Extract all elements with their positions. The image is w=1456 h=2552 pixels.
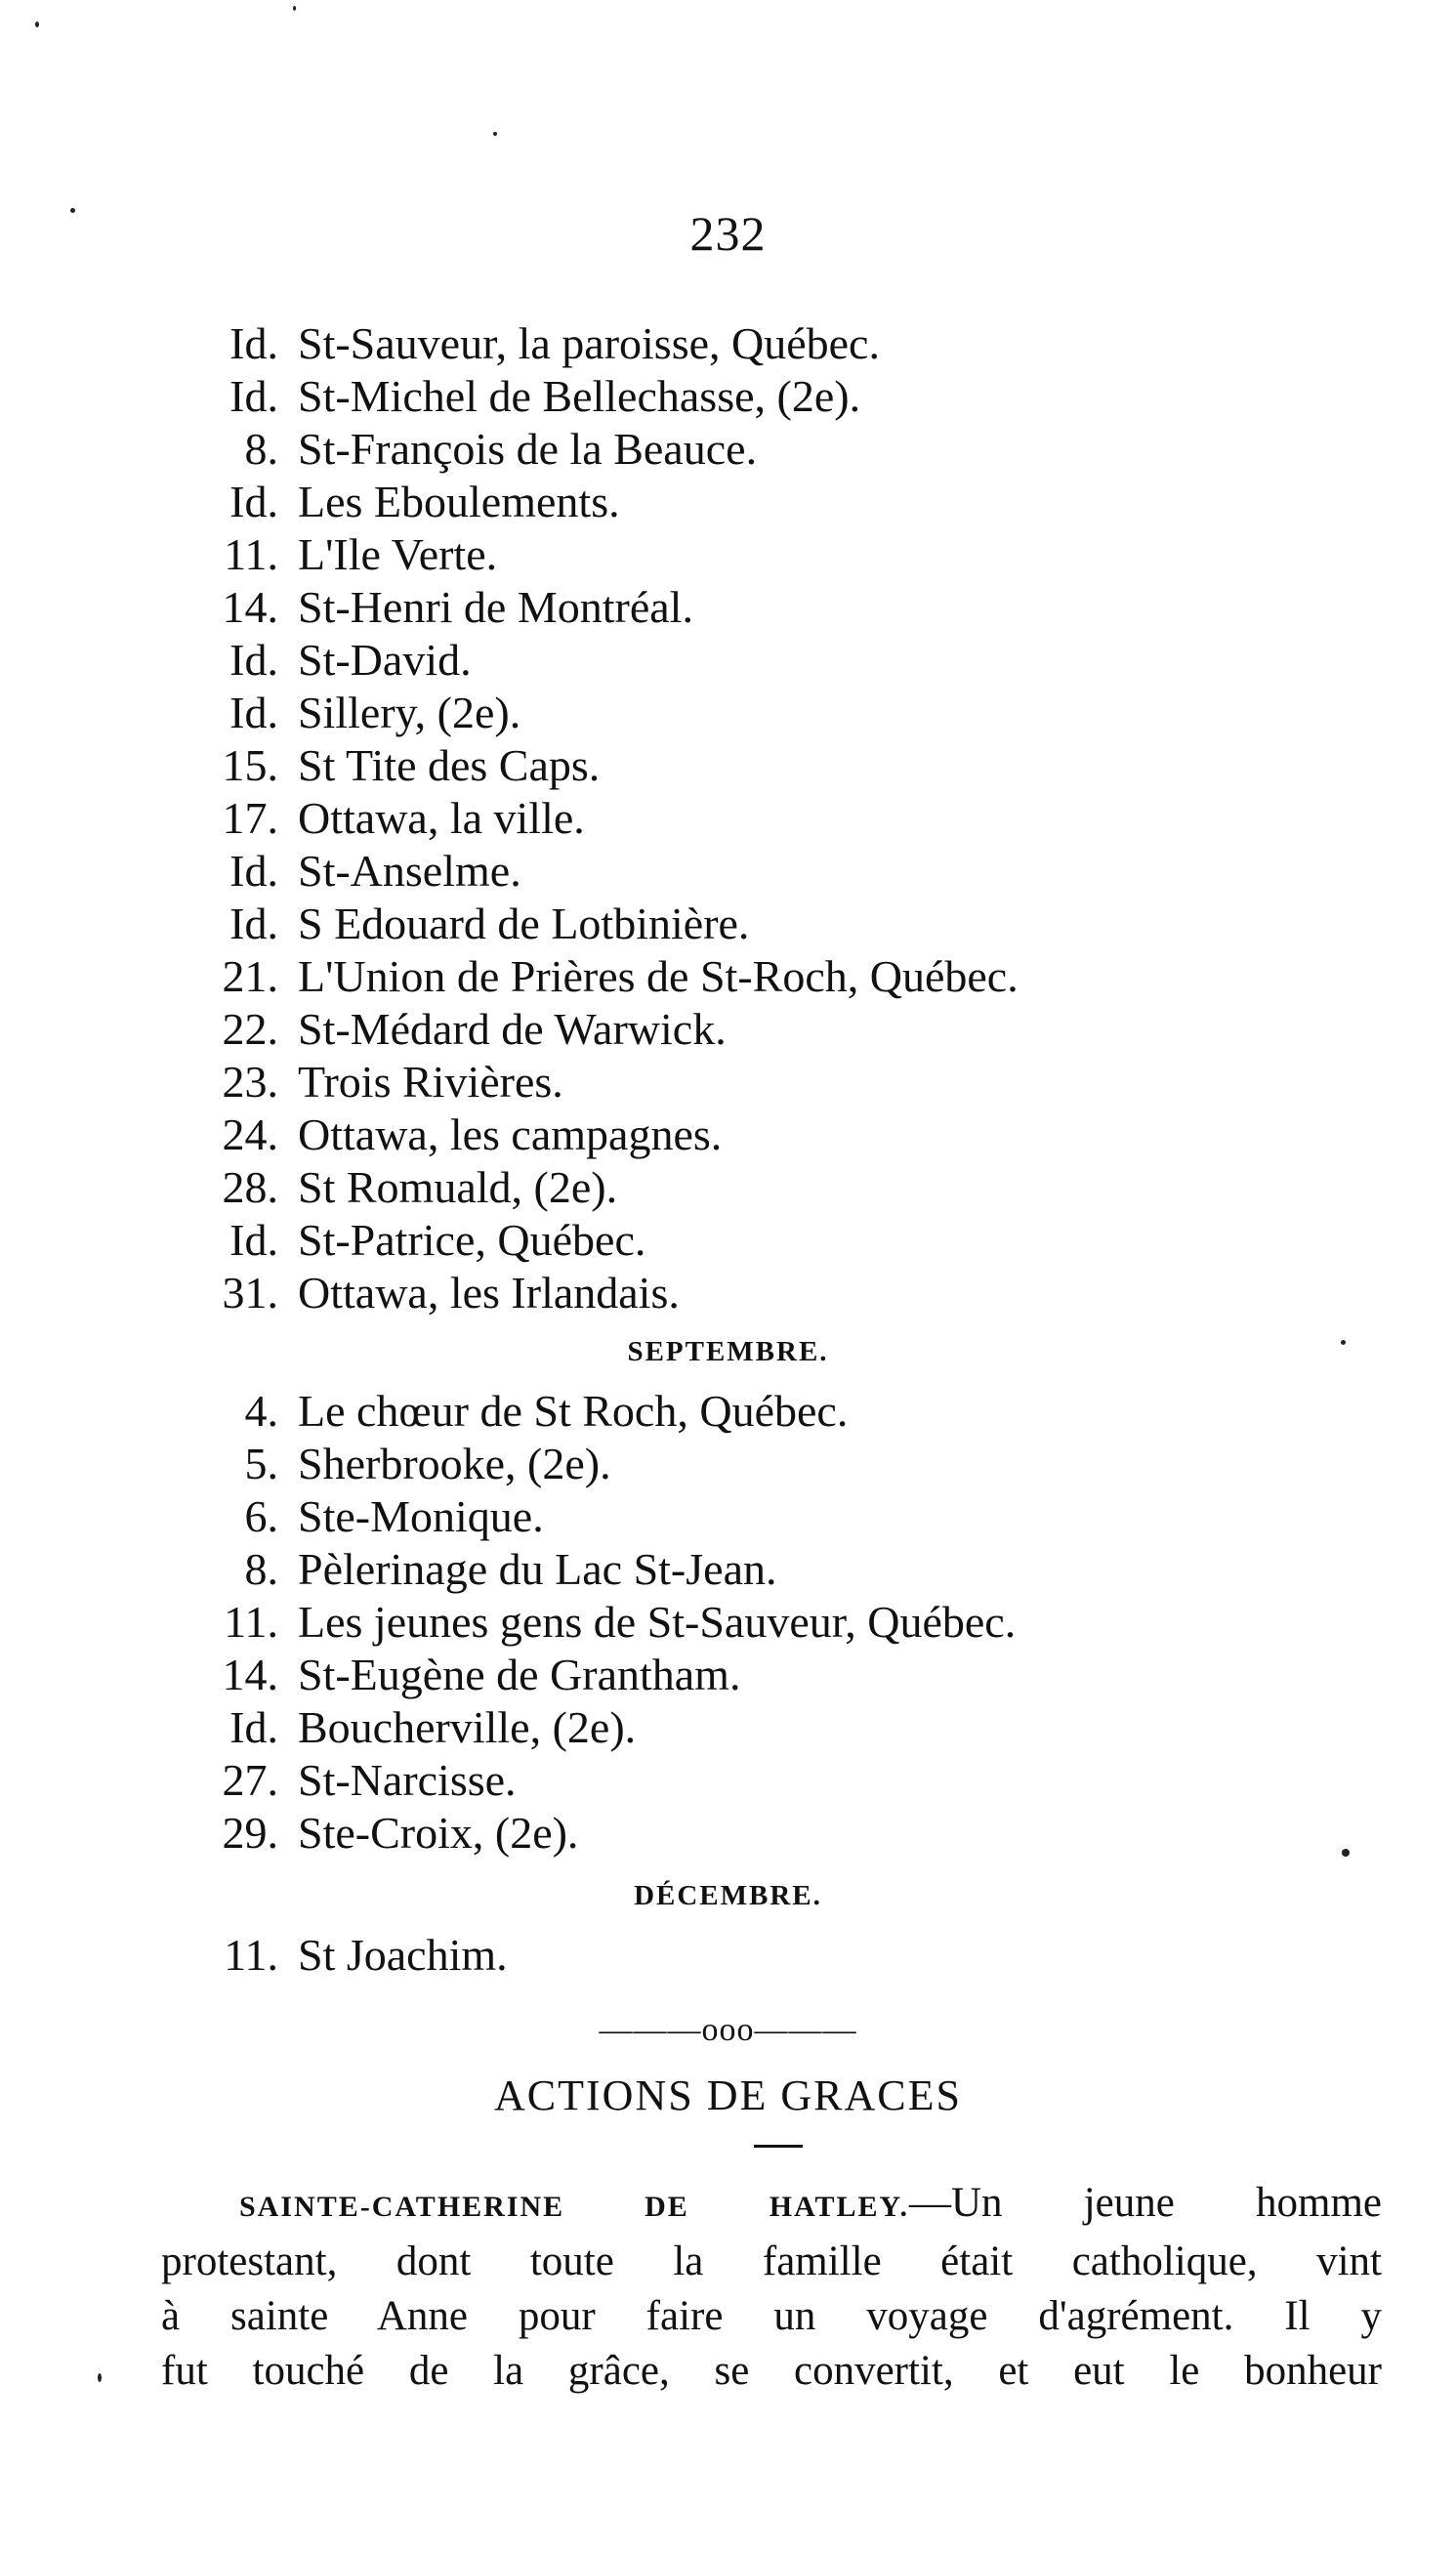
entry-text: St-Médard de Warwick. bbox=[298, 1004, 727, 1054]
paragraph-line: fut touché de la grâce, se convertit, et eut le bonheur bbox=[161, 2348, 1382, 2394]
entry-date: Id. bbox=[229, 371, 278, 421]
list-item bbox=[176, 1003, 1299, 1056]
entry-text: Ottawa, les Irlandais. bbox=[298, 1268, 680, 1318]
list-item bbox=[176, 317, 1299, 370]
list-item bbox=[176, 1267, 1299, 1319]
entry-text: Les Eboulements. bbox=[298, 477, 620, 526]
entry-date: 15. bbox=[222, 740, 278, 790]
scan-speck bbox=[1342, 1849, 1350, 1857]
body-paragraph bbox=[161, 2176, 1382, 2399]
entry-text: Ste-Croix, (2e). bbox=[298, 1808, 579, 1858]
scan-speck bbox=[35, 21, 39, 27]
title-rule bbox=[754, 2145, 803, 2148]
entry-date: 24. bbox=[222, 1109, 278, 1159]
entry-text: St-Sauveur, la paroisse, Québec. bbox=[298, 318, 880, 368]
scan-speck bbox=[293, 6, 296, 11]
entry-text: St Tite des Caps. bbox=[298, 740, 601, 790]
entry-date: 5. bbox=[244, 1439, 278, 1488]
entry-text: L'Union de Prières de St-Roch, Québec. bbox=[298, 951, 1019, 1001]
entry-date: 22. bbox=[222, 1004, 278, 1054]
entry-date: Id. bbox=[229, 899, 278, 948]
entry-text: St-Narcisse. bbox=[298, 1755, 517, 1805]
list-item bbox=[176, 1929, 1299, 1982]
list-item bbox=[176, 1649, 1299, 1701]
list-item bbox=[176, 950, 1299, 1003]
september-entry-list bbox=[176, 1385, 1299, 1860]
entry-text: Trois Rivières. bbox=[298, 1057, 563, 1107]
list-item bbox=[176, 1596, 1299, 1649]
list-item bbox=[176, 1214, 1299, 1267]
entry-text: St-David. bbox=[298, 635, 472, 685]
entry-text: St-Anselme. bbox=[298, 846, 521, 896]
scan-speck bbox=[493, 132, 497, 136]
list-item bbox=[176, 1161, 1299, 1214]
entry-date: 8. bbox=[244, 424, 278, 474]
entry-date: Id. bbox=[229, 688, 278, 737]
entry-date: 27. bbox=[222, 1755, 278, 1805]
entry-date: 11. bbox=[224, 1597, 278, 1647]
list-item bbox=[176, 845, 1299, 898]
scan-speck bbox=[1341, 1340, 1346, 1345]
august-entry-list bbox=[176, 317, 1299, 1319]
entry-date: 11. bbox=[224, 1930, 278, 1980]
scan-speck bbox=[98, 2373, 102, 2382]
entry-date: 6. bbox=[244, 1491, 278, 1541]
december-entry-list bbox=[176, 1929, 1299, 1982]
list-item bbox=[176, 528, 1299, 581]
entry-text: St-Patrice, Québec. bbox=[298, 1215, 646, 1265]
entry-text: Ottawa, les campagnes. bbox=[298, 1109, 723, 1159]
list-item bbox=[176, 1490, 1299, 1543]
entry-date: Id. bbox=[229, 1702, 278, 1752]
entry-text: Les jeunes gens de St-Sauveur, Québec. bbox=[298, 1597, 1017, 1647]
entry-date: 31. bbox=[222, 1268, 278, 1318]
list-item bbox=[176, 1754, 1299, 1807]
month-heading-september: SEPTEMBRE. bbox=[627, 1336, 829, 1367]
entry-date: Id. bbox=[229, 318, 278, 368]
entry-date: 11. bbox=[224, 529, 278, 579]
list-item bbox=[176, 1109, 1299, 1161]
entry-date: 8. bbox=[244, 1544, 278, 1594]
scan-speck bbox=[70, 208, 75, 213]
list-item bbox=[176, 1543, 1299, 1596]
entry-text: Le chœur de St Roch, Québec. bbox=[298, 1386, 849, 1436]
paragraph-line: à sainte Anne pour faire un voyage d'agrément. Il y bbox=[161, 2293, 1382, 2339]
entry-date: Id. bbox=[229, 846, 278, 896]
entry-date: 28. bbox=[222, 1162, 278, 1212]
entry-date: 23. bbox=[222, 1057, 278, 1107]
entry-date: Id. bbox=[229, 477, 278, 526]
separator-ornament: ———ooo——— bbox=[599, 2012, 857, 2048]
entry-date: 29. bbox=[222, 1808, 278, 1858]
list-item bbox=[176, 792, 1299, 845]
entry-text: Sherbrooke, (2e). bbox=[298, 1439, 611, 1488]
month-heading-december: DÉCEMBRE. bbox=[634, 1880, 822, 1911]
entry-text: St Joachim. bbox=[298, 1930, 508, 1980]
list-item bbox=[176, 687, 1299, 739]
entry-date: 14. bbox=[222, 1650, 278, 1699]
entry-text: L'Ile Verte. bbox=[298, 529, 498, 579]
entry-text: St-Eugène de Grantham. bbox=[298, 1650, 741, 1699]
entry-text: Ottawa, la ville. bbox=[298, 793, 585, 843]
list-item bbox=[176, 581, 1299, 634]
entry-text: St-Michel de Bellechasse, (2e). bbox=[298, 371, 861, 421]
list-item bbox=[176, 1438, 1299, 1490]
entry-date: Id. bbox=[229, 635, 278, 685]
entry-text: St-Henri de Montréal. bbox=[298, 582, 693, 632]
entry-text: Sillery, (2e). bbox=[298, 688, 521, 737]
list-item bbox=[176, 739, 1299, 792]
entry-text: St Romuald, (2e). bbox=[298, 1162, 618, 1212]
list-item bbox=[176, 1056, 1299, 1109]
entry-date: 14. bbox=[222, 582, 278, 632]
paragraph-line bbox=[161, 2176, 1382, 2235]
list-item bbox=[176, 423, 1299, 476]
lead-rest: —Un jeune homme bbox=[908, 2180, 1382, 2226]
list-item bbox=[176, 370, 1299, 423]
page-number: 232 bbox=[689, 206, 767, 261]
entry-date: 21. bbox=[222, 951, 278, 1001]
list-item bbox=[176, 634, 1299, 687]
entry-text: Pèlerinage du Lac St-Jean. bbox=[298, 1544, 777, 1594]
entry-text: Boucherville, (2e). bbox=[298, 1702, 637, 1752]
entry-text: Ste-Monique. bbox=[298, 1491, 544, 1541]
entry-text: St-François de la Beauce. bbox=[298, 424, 758, 474]
entry-date: 17. bbox=[222, 793, 278, 843]
entry-date: Id. bbox=[229, 1215, 278, 1265]
paragraph-line: protestant, dont toute la famille était catholique, vint bbox=[161, 2238, 1382, 2284]
list-item bbox=[176, 476, 1299, 528]
list-item bbox=[176, 1385, 1299, 1438]
list-item bbox=[176, 898, 1299, 950]
entry-date: 4. bbox=[244, 1386, 278, 1436]
list-item bbox=[176, 1807, 1299, 1860]
list-item bbox=[176, 1701, 1299, 1754]
lead-place-name: SAINTE-CATHERINE DE HATLEY. bbox=[239, 2191, 909, 2223]
entry-text: S Edouard de Lotbinière. bbox=[298, 899, 750, 948]
section-title: ACTIONS DE GRACES bbox=[494, 2071, 962, 2119]
